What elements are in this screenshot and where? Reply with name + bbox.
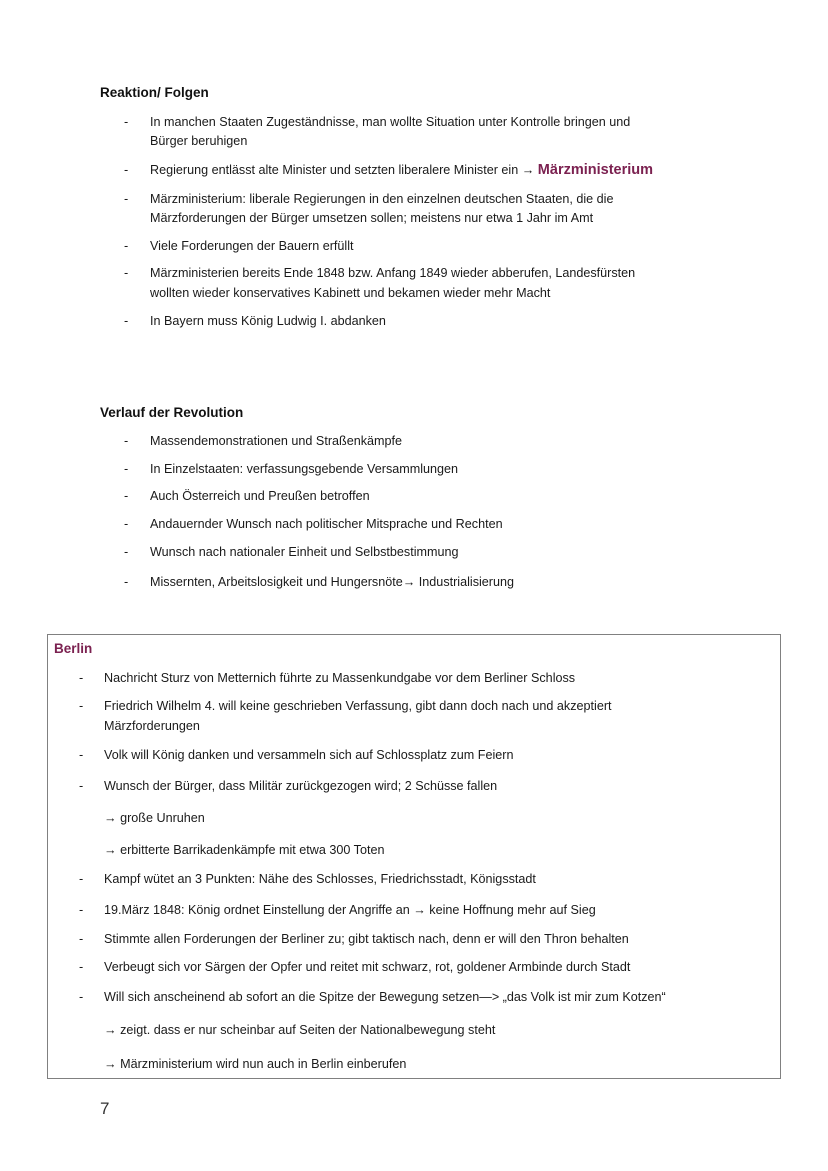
highlight-term: Märzministerium <box>537 162 654 178</box>
list-item-text: Regierung entlässt alte Minister und setzten liberalere Minister ein → <box>150 163 538 177</box>
list-item: Wunsch der Bürger, dass Militär zurückgezogen wird; 2 Schüsse fallen <box>104 779 498 793</box>
bullet: - <box>124 434 129 448</box>
bullet: - <box>79 990 84 1004</box>
bullet: - <box>79 748 84 762</box>
arrow-note: → erbitterte Barrikadenkämpfe mit etwa 300 Toten <box>104 843 385 857</box>
list-item-cont: Bürger beruhigen <box>150 134 248 148</box>
page-number: 7 <box>100 1099 110 1118</box>
list-item: In Bayern muss König Ludwig I. abdanken <box>150 314 386 328</box>
bullet: - <box>124 163 129 177</box>
list-item: Märzministerium: liberale Regierungen in den einzelnen deutschen Staaten, die die <box>150 192 614 206</box>
list-item: Andauernder Wunsch nach politischer Mitsprache und Rechten <box>150 517 503 531</box>
list-item <box>150 161 653 179</box>
list-item: In Einzelstaaten: verfassungsgebende Versammlungen <box>150 462 459 476</box>
list-item: Volk will König danken und versammeln sich auf Schlossplatz zum Feiern <box>104 748 514 762</box>
bullet: - <box>124 115 129 129</box>
bullet: - <box>124 314 129 328</box>
bullet: - <box>124 489 129 503</box>
list-item-cont: Märzforderungen <box>104 719 200 733</box>
bullet: - <box>79 903 84 917</box>
bullet: - <box>124 239 129 253</box>
list-item-cont: wollten wieder konservatives Kabinett und bekamen wieder mehr Macht <box>150 286 551 300</box>
bullet: - <box>79 671 84 685</box>
bullet: - <box>79 960 84 974</box>
list-item: Nachricht Sturz von Metternich führte zu Massenkundgabe vor dem Berliner Schloss <box>104 671 576 685</box>
bullet: - <box>124 266 129 280</box>
list-item: Massendemonstrationen und Straßenkämpfe <box>150 434 403 448</box>
arrow-note: → Märzministerium wird nun auch in Berlin einberufen <box>104 1057 407 1071</box>
section-heading-berlin: Berlin <box>54 641 93 656</box>
arrow-note: → große Unruhen <box>104 811 205 825</box>
bullet: - <box>79 699 84 713</box>
list-item: Kampf wütet an 3 Punkten: Nähe des Schlosses, Friedrichsstadt, Königsstadt <box>104 872 536 886</box>
list-item: Stimmte allen Forderungen der Berliner zu; gibt taktisch nach, denn er will den Thron behalten <box>104 932 629 946</box>
list-item: Märzministerien bereits Ende 1848 bzw. Anfang 1849 wieder abberufen, Landesfürsten <box>150 266 636 280</box>
bullet: - <box>79 872 84 886</box>
list-item: Friedrich Wilhelm 4. will keine geschrieben Verfassung, gibt dann doch nach und akzeptiert <box>104 699 612 713</box>
list-item: Auch Österreich und Preußen betroffen <box>150 489 370 503</box>
bullet: - <box>124 462 129 476</box>
bullet: - <box>79 932 84 946</box>
list-item: 19.März 1848: König ordnet Einstellung der Angriffe an → keine Hoffnung mehr auf Sieg <box>104 903 596 917</box>
list-item: In manchen Staaten Zugeständnisse, man wollte Situation unter Kontrolle bringen und <box>150 115 631 129</box>
list-item: Will sich anscheinend ab sofort an die Spitze der Bewegung setzen—> „das Volk ist mir zum Kotzen“ <box>104 990 666 1004</box>
list-item: Verbeugt sich vor Särgen der Opfer und reitet mit schwarz, rot, goldener Armbinde durch Stadt <box>104 960 631 974</box>
section-heading-reaktion: Reaktion/ Folgen <box>100 85 209 100</box>
bullet: - <box>124 575 129 589</box>
arrow-note: → zeigt. dass er nur scheinbar auf Seiten der Nationalbewegung steht <box>104 1023 496 1037</box>
list-item-cont: Märzforderungen der Bürger umsetzen sollen; meistens nur etwa 1 Jahr im Amt <box>150 211 594 225</box>
list-item: Missernten, Arbeitslosigkeit und Hungersnöte→ Industrialisierung <box>150 575 515 589</box>
bullet: - <box>124 192 129 206</box>
bullet: - <box>124 545 129 559</box>
list-item: Viele Forderungen der Bauern erfüllt <box>150 239 354 253</box>
bullet: - <box>79 779 84 793</box>
list-item: Wunsch nach nationaler Einheit und Selbstbestimmung <box>150 545 459 559</box>
section-heading-verlauf: Verlauf der Revolution <box>100 405 244 420</box>
bullet: - <box>124 517 129 531</box>
